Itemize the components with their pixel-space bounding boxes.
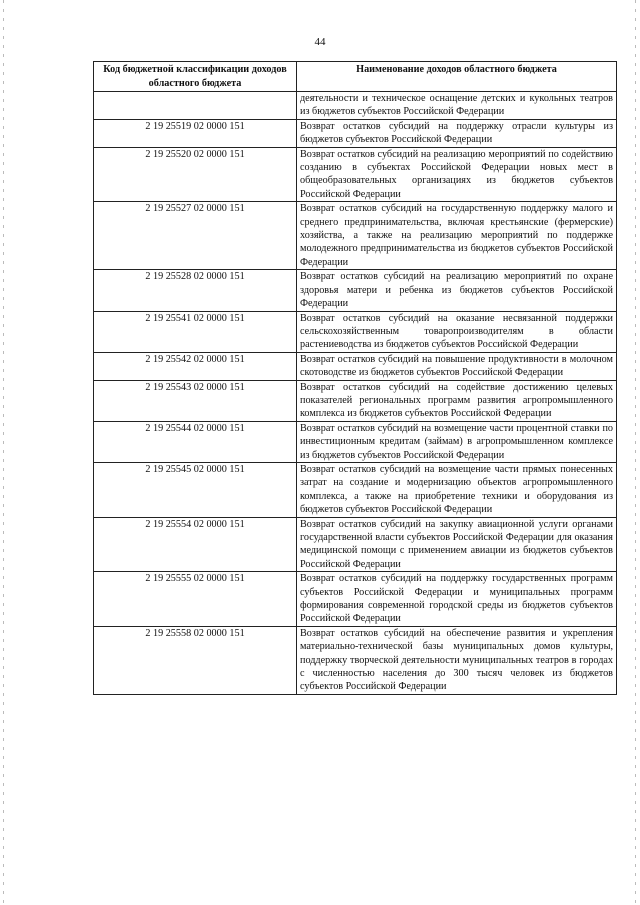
left-scan-edge [3, 0, 4, 905]
table-row [94, 311, 617, 352]
header-code: Код бюджетной классификации доходов областного бюджета [94, 62, 297, 92]
revenue-name-cell: Возврат остатков субсидий на возмещение части прямых понесенных затрат на создание и модернизацию объектов агропромышленного комплекса, а также на приобретение техники и оборудования из бюджетов субъектов Российской Федерации [297, 462, 617, 517]
table-body [94, 92, 617, 695]
table-row [94, 352, 617, 380]
budget-code-cell [94, 92, 297, 120]
revenue-name-cell: Возврат остатков субсидий на возмещение части процентной ставки по инвестиционным кредитам (займам) в агропромышленном комплексе из бюджетов субъектов Российской Федерации [297, 421, 617, 462]
table-row [94, 421, 617, 462]
table-row [94, 462, 617, 517]
table-row [94, 626, 617, 694]
budget-code-cell: 2 19 25545 02 0000 151 [94, 462, 297, 517]
budget-code-cell: 2 19 25519 02 0000 151 [94, 119, 297, 147]
header-name: Наименование доходов областного бюджета [297, 62, 617, 92]
budget-code-cell: 2 19 25520 02 0000 151 [94, 147, 297, 202]
page-number: 44 [314, 36, 326, 48]
revenue-name-cell: Возврат остатков субсидий на повышение продуктивности в молочном скотоводстве из бюджетов субъектов Российской Федерации [297, 352, 617, 380]
budget-code-cell: 2 19 25544 02 0000 151 [94, 421, 297, 462]
budget-code-cell: 2 19 25558 02 0000 151 [94, 626, 297, 694]
budget-code-cell: 2 19 25554 02 0000 151 [94, 517, 297, 572]
budget-code-cell: 2 19 25541 02 0000 151 [94, 311, 297, 352]
revenue-name-cell: Возврат остатков субсидий на обеспечение развития и укрепления материально-технической базы муниципальных домов культуры, поддержку творческой деятельности муниципальных театров в городах с численностью населения до 300 тысяч человек из бюджетов субъектов Российской Федерации [297, 626, 617, 694]
revenue-name-cell: деятельности и техническое оснащение детских и кукольных театров из бюджетов субъектов Российской Федерации [297, 92, 617, 120]
table-row [94, 92, 617, 120]
table-header-row [94, 62, 617, 92]
revenue-name-cell: Возврат остатков субсидий на государственную поддержку малого и среднего предпринимательства, включая крестьянские (фермерские) хозяйства, а также на реализацию мероприятий по поддержке молодежного предпринимательства из бюджетов субъектов Российской Федерации [297, 202, 617, 270]
budget-code-cell: 2 19 25555 02 0000 151 [94, 572, 297, 627]
table-row [94, 202, 617, 270]
right-scan-edge [635, 0, 636, 905]
table-row [94, 147, 617, 202]
budget-code-cell: 2 19 25527 02 0000 151 [94, 202, 297, 270]
table-row [94, 380, 617, 421]
revenue-name-cell: Возврат остатков субсидий на содействие достижению целевых показателей региональных программ развития агропромышленного комплекса из бюджетов субъектов Российской Федерации [297, 380, 617, 421]
table-row [94, 119, 617, 147]
budget-code-cell: 2 19 25543 02 0000 151 [94, 380, 297, 421]
table-row [94, 270, 617, 311]
revenue-name-cell: Возврат остатков субсидий на поддержку отрасли культуры из бюджетов субъектов Российской Федерации [297, 119, 617, 147]
budget-code-cell: 2 19 25528 02 0000 151 [94, 270, 297, 311]
table-row [94, 572, 617, 627]
revenue-name-cell: Возврат остатков субсидий на реализацию мероприятий по содействию созданию в субъектах Российской Федерации новых мест в общеобразовательных организациях из бюджетов субъектов Российской Федерации [297, 147, 617, 202]
budget-code-cell: 2 19 25542 02 0000 151 [94, 352, 297, 380]
table-row [94, 517, 617, 572]
revenue-name-cell: Возврат остатков субсидий на реализацию мероприятий по охране здоровья матери и ребенка из бюджетов субъектов Российской Федерации [297, 270, 617, 311]
revenue-name-cell: Возврат остатков субсидий на оказание несвязанной поддержки сельскохозяйственным товаропроизводителям в области растениеводства из бюджетов субъектов Российской Федерации [297, 311, 617, 352]
revenue-name-cell: Возврат остатков субсидий на поддержку государственных программ субъектов Российской Федерации и муниципальных программ формирования современной городской среды из бюджетов субъектов Российской Федерации [297, 572, 617, 627]
budget-classification-table [93, 61, 617, 695]
revenue-name-cell: Возврат остатков субсидий на закупку авиационной услуги органами государственной власти субъектов Российской Федерации для оказания медицинской помощи с применением авиации из бюджетов субъектов Российской Федерации [297, 517, 617, 572]
